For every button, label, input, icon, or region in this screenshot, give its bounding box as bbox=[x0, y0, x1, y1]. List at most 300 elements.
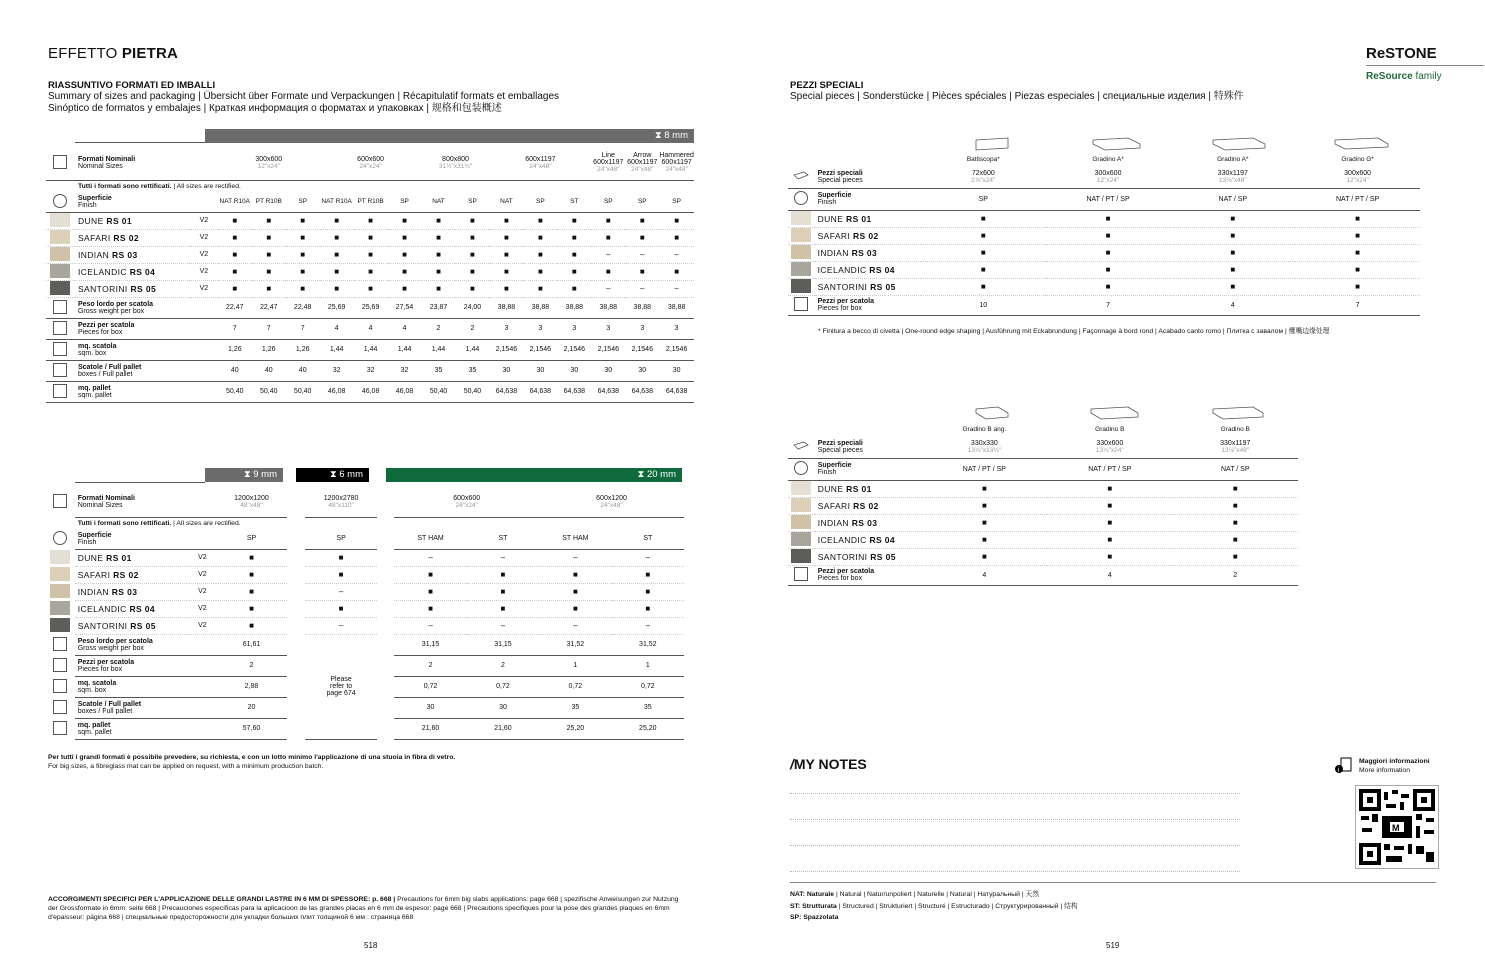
packaging-value: 30 bbox=[523, 360, 557, 381]
surface-label: Superficie bbox=[817, 462, 852, 469]
divider bbox=[75, 142, 205, 143]
sqm-pallet-icon bbox=[53, 721, 67, 735]
piece-name: Gradino B bbox=[1220, 426, 1250, 433]
product-code: RS 04 bbox=[129, 603, 156, 614]
packaging-value: 3 bbox=[489, 318, 523, 339]
availability-mark: ■ bbox=[252, 280, 286, 297]
packaging-value: 1,44 bbox=[455, 339, 489, 360]
surface-label: Superficie bbox=[77, 194, 112, 202]
swatch-cell bbox=[46, 280, 75, 297]
swatch-cell bbox=[46, 583, 75, 600]
packaging-value: 50,40 bbox=[252, 381, 286, 402]
product-name-cell bbox=[815, 278, 921, 295]
piece-size: 330x1197 bbox=[1217, 169, 1248, 177]
variation-label: V2 bbox=[190, 229, 218, 246]
availability-mark: ■ bbox=[1173, 548, 1298, 565]
product-name-cell bbox=[75, 280, 190, 297]
product-code: RS 02 bbox=[113, 232, 139, 243]
product-name bbox=[78, 250, 138, 260]
packaging-value: 46,08 bbox=[320, 381, 354, 402]
packaging-value: 40 bbox=[218, 360, 252, 381]
pieces-row bbox=[788, 565, 1298, 585]
finish-cell: SP bbox=[286, 192, 320, 212]
gradino-b-long-drawing bbox=[1213, 407, 1263, 419]
finish-icon-cell bbox=[46, 192, 75, 212]
availability-mark: ■ bbox=[625, 212, 659, 229]
product-name-cell bbox=[75, 263, 190, 280]
packaging-label-bold: Pezzi per scatola bbox=[77, 321, 135, 329]
packaging-value: 3 bbox=[523, 318, 557, 339]
color-swatch bbox=[50, 567, 70, 581]
availability-mark: ■ bbox=[467, 583, 539, 600]
packaging-label bbox=[75, 381, 218, 402]
packaging-label-sub: Pieces for box bbox=[77, 328, 123, 336]
product-name bbox=[78, 570, 139, 580]
packaging-label-bold: Scatole / Full pallet bbox=[77, 363, 142, 371]
availability-mark: ■ bbox=[489, 212, 523, 229]
my-notes-label: MY NOTES bbox=[793, 756, 867, 772]
product-name bbox=[78, 621, 156, 631]
color-swatch bbox=[791, 279, 811, 293]
product-name bbox=[78, 604, 155, 614]
piece-size-cell bbox=[922, 436, 1047, 458]
surface-label: Superficie bbox=[77, 531, 112, 539]
availability-mark: ■ bbox=[1170, 278, 1295, 295]
availability-mark: ■ bbox=[922, 480, 1047, 497]
product-row bbox=[46, 246, 694, 263]
packaging-value: 50,40 bbox=[422, 381, 456, 402]
size-cell bbox=[625, 146, 659, 180]
piece-size: 330x330 bbox=[970, 439, 998, 447]
piece-size: 330x600 bbox=[1096, 439, 1124, 447]
pieces-value: 4 bbox=[922, 565, 1047, 585]
thickness-bar-6mm: ⧗ 6 mm bbox=[296, 468, 369, 482]
page-number-right: 519 bbox=[1106, 941, 1120, 950]
availability-mark: ■ bbox=[320, 246, 354, 263]
finish-cell: SP bbox=[659, 192, 694, 212]
divider bbox=[75, 482, 205, 483]
packaging-label bbox=[75, 360, 218, 381]
product-name bbox=[78, 553, 132, 563]
piece-name-row bbox=[788, 153, 1420, 166]
availability-mark: – bbox=[305, 583, 377, 600]
variation-label: V2 bbox=[189, 600, 216, 617]
availability-mark: ■ bbox=[922, 497, 1047, 514]
packaging-value: 64,638 bbox=[625, 381, 659, 402]
size-cell bbox=[218, 146, 320, 180]
availability-mark: ■ bbox=[388, 212, 422, 229]
availability-mark: ■ bbox=[286, 212, 320, 229]
availability-mark: ■ bbox=[1047, 531, 1172, 548]
finish-label-cell bbox=[815, 458, 922, 480]
size-inch: 48"x48" bbox=[240, 501, 263, 509]
packaging-value: 64,638 bbox=[523, 381, 557, 402]
packaging-value: 2,1546 bbox=[659, 339, 694, 360]
product-name-light: DUNE bbox=[77, 215, 107, 226]
availability-mark: – bbox=[394, 617, 467, 634]
product-row bbox=[788, 261, 1420, 278]
availability-mark: ■ bbox=[216, 600, 287, 617]
size-cell bbox=[659, 146, 694, 180]
product-name-light: INDIAN bbox=[77, 249, 112, 260]
availability-mark: ■ bbox=[455, 229, 489, 246]
availability-mark: ■ bbox=[354, 212, 388, 229]
pieces-icon-cell bbox=[788, 565, 815, 585]
note-rest: For big sizes, a fibreglass mat can be applied on request, with a minimum production batch. bbox=[48, 763, 324, 770]
piece-size: 300x600 bbox=[1344, 169, 1372, 177]
availability-mark: ■ bbox=[922, 514, 1047, 531]
product-name-cell bbox=[75, 212, 190, 229]
my-notes-title bbox=[790, 756, 867, 772]
product-name bbox=[78, 587, 138, 597]
product-name-light: ICELANDIC bbox=[817, 534, 870, 545]
variation-label: V2 bbox=[190, 212, 218, 229]
title-light: EFFETTO bbox=[48, 45, 122, 62]
product-code: RS 01 bbox=[846, 483, 872, 494]
piece-inch: 13⅛"x24" bbox=[1095, 446, 1124, 454]
nominal-icon-cell bbox=[46, 146, 75, 180]
more-info-it: Maggiori informazioni bbox=[1359, 758, 1430, 765]
availability-mark: ■ bbox=[1047, 514, 1172, 531]
color-swatch bbox=[791, 515, 811, 529]
rectified-rest: | All sizes are rectified. bbox=[171, 182, 241, 190]
availability-mark: ■ bbox=[422, 246, 456, 263]
special-sub: Special pieces bbox=[817, 446, 863, 454]
color-swatch bbox=[791, 532, 811, 546]
spacer bbox=[287, 718, 305, 739]
color-swatch bbox=[50, 584, 70, 598]
note-line[interactable] bbox=[790, 792, 1240, 794]
square-format-icon bbox=[53, 494, 67, 508]
availability-mark: ■ bbox=[1047, 480, 1172, 497]
availability-mark: ■ bbox=[216, 583, 287, 600]
availability-mark: ■ bbox=[422, 229, 456, 246]
piece-inch: 13⅛"x13⅛" bbox=[967, 446, 1001, 454]
availability-mark: ■ bbox=[659, 263, 694, 280]
piece-size: 330x1197 bbox=[1220, 439, 1251, 447]
piece-inch: 13⅛"x48" bbox=[1218, 176, 1247, 184]
packaging-value: 2,1546 bbox=[557, 339, 591, 360]
sqm-box-icon bbox=[53, 679, 67, 693]
info-book-icon bbox=[1334, 757, 1354, 775]
packaging-label-sub: Pieces for box bbox=[77, 665, 123, 673]
product-code: RS 02 bbox=[853, 500, 879, 511]
brand-family bbox=[1366, 71, 1442, 82]
availability-mark: – bbox=[625, 280, 659, 297]
size-name: 600x600 bbox=[453, 494, 481, 502]
size-cell bbox=[422, 146, 490, 180]
swatch-cell bbox=[788, 227, 815, 244]
rectified-row bbox=[46, 180, 694, 192]
packaging-value: 40 bbox=[286, 360, 320, 381]
product-name-cell bbox=[75, 583, 189, 600]
packaging-value: 0,72 bbox=[539, 676, 612, 697]
packaging-value: 31,15 bbox=[467, 634, 539, 655]
availability-mark: ■ bbox=[612, 566, 684, 583]
availability-mark: ■ bbox=[394, 566, 467, 583]
packaging-value: 2 bbox=[216, 655, 287, 676]
pack-icon-cell bbox=[46, 718, 75, 739]
availability-mark: ■ bbox=[388, 280, 422, 297]
note-line[interactable] bbox=[790, 870, 1240, 872]
size-cell bbox=[539, 487, 684, 517]
pieces-box-icon bbox=[53, 658, 67, 672]
availability-mark: ■ bbox=[489, 246, 523, 263]
finish-cell: SP bbox=[591, 192, 625, 212]
packaging-value: 0,72 bbox=[467, 676, 539, 697]
product-name bbox=[818, 282, 896, 292]
spacer bbox=[287, 634, 305, 655]
packaging-value: 57,60 bbox=[216, 718, 287, 739]
packaging-value: 25,20 bbox=[612, 718, 684, 739]
packaging-value: 7 bbox=[218, 318, 252, 339]
packaging-value: 7 bbox=[252, 318, 286, 339]
product-name-cell bbox=[815, 480, 922, 497]
size-cell bbox=[320, 146, 422, 180]
product-name-light: SANTORINI bbox=[77, 283, 131, 294]
product-name bbox=[818, 518, 878, 528]
spacer bbox=[287, 697, 305, 718]
finish-row bbox=[788, 458, 1298, 480]
packaging-label-bold: mq. scatola bbox=[77, 679, 117, 687]
finish-cell: NAT / PT / SP bbox=[922, 458, 1047, 480]
pieces-row bbox=[788, 295, 1420, 315]
availability-mark: ■ bbox=[1046, 227, 1171, 244]
pack-icon-cell bbox=[46, 339, 75, 360]
availability-mark: ■ bbox=[286, 229, 320, 246]
packaging-value: 2,1546 bbox=[625, 339, 659, 360]
finish-cell: NAT / SP bbox=[1170, 188, 1295, 210]
svg-text:M: M bbox=[1392, 823, 1400, 833]
packaging-value: 25,20 bbox=[539, 718, 612, 739]
packaging-value: 35 bbox=[422, 360, 456, 381]
product-row bbox=[46, 549, 684, 566]
special-heading: PEZZI SPECIALI bbox=[790, 80, 864, 91]
product-row bbox=[788, 480, 1298, 497]
piece-size-cell bbox=[1047, 436, 1172, 458]
availability-mark: ■ bbox=[557, 263, 591, 280]
pieces-label-cell bbox=[815, 295, 921, 315]
gradino-a-drawing bbox=[1093, 138, 1140, 150]
product-name-light: ICELANDIC bbox=[817, 264, 870, 275]
availability-mark: – bbox=[659, 246, 694, 263]
special-label-cell bbox=[815, 436, 922, 458]
size-name: 1200x2780 bbox=[323, 494, 359, 502]
pallet-icon bbox=[53, 700, 67, 714]
product-name bbox=[78, 267, 155, 277]
availability-mark: ■ bbox=[388, 246, 422, 263]
product-code: RS 04 bbox=[129, 266, 156, 277]
color-swatch bbox=[791, 549, 811, 563]
packaging-value: 38,88 bbox=[659, 297, 694, 318]
packaging-label-bold: mq. pallet bbox=[77, 384, 111, 392]
packaging-value: 30 bbox=[467, 697, 539, 718]
availability-mark: ■ bbox=[394, 583, 467, 600]
product-name-cell bbox=[75, 566, 189, 583]
availability-mark: ■ bbox=[467, 566, 539, 583]
swatch-cell bbox=[788, 514, 815, 531]
gradino-b-ang-drawing bbox=[976, 407, 1008, 419]
packaging-value: 2 bbox=[422, 318, 456, 339]
packaging-value: 4 bbox=[320, 318, 354, 339]
note-bold: Per tutti i grandi formati è possibile prevedere, su richiesta, e con un lotto minimo l'applicazione di una stuoia in fibra di vetro. bbox=[48, 754, 456, 761]
availability-mark: ■ bbox=[252, 246, 286, 263]
size-name: Hammered 600x1197 bbox=[659, 152, 694, 167]
size-inch: 24"x48" bbox=[631, 166, 654, 174]
packaging-value: 35 bbox=[539, 697, 612, 718]
finish-cell: SP bbox=[216, 529, 287, 549]
square-format-icon bbox=[53, 155, 67, 169]
pieces-label: Pezzi per scatola bbox=[817, 568, 875, 575]
product-name bbox=[78, 216, 132, 226]
color-swatch bbox=[791, 481, 811, 495]
spacer bbox=[287, 549, 305, 566]
color-swatch bbox=[791, 245, 811, 259]
packaging-label bbox=[75, 318, 218, 339]
piece-size: 300x600 bbox=[1094, 169, 1122, 177]
product-name-cell bbox=[75, 600, 189, 617]
availability-mark: ■ bbox=[286, 263, 320, 280]
product-name bbox=[818, 231, 879, 241]
availability-mark: ■ bbox=[218, 229, 252, 246]
product-name-light: SANTORINI bbox=[77, 620, 131, 631]
availability-mark: – bbox=[612, 549, 684, 566]
box-icon bbox=[794, 297, 808, 311]
availability-mark: ■ bbox=[1173, 514, 1298, 531]
availability-mark: ■ bbox=[1170, 244, 1295, 261]
swatch-cell bbox=[788, 261, 815, 278]
packaging-value: 64,638 bbox=[557, 381, 591, 402]
packaging-value: 25,69 bbox=[320, 297, 354, 318]
availability-mark: ■ bbox=[1046, 261, 1171, 278]
thickness-bar-20mm: ⧗ 20 mm bbox=[386, 468, 682, 482]
product-row bbox=[788, 548, 1298, 565]
availability-mark: ■ bbox=[467, 600, 539, 617]
size-inch: 24"x48" bbox=[529, 162, 552, 170]
packaging-value: 4 bbox=[388, 318, 422, 339]
availability-mark: ■ bbox=[455, 280, 489, 297]
availability-mark: ■ bbox=[216, 617, 287, 634]
finish-cell: SP bbox=[523, 192, 557, 212]
product-name-cell bbox=[815, 497, 922, 514]
availability-mark: ■ bbox=[455, 263, 489, 280]
special-label: Pezzi speciali bbox=[817, 439, 863, 447]
product-name-cell bbox=[815, 531, 922, 548]
product-name-light: ICELANDIC bbox=[77, 266, 130, 277]
packaging-label bbox=[75, 676, 216, 697]
qr-code[interactable] bbox=[1355, 785, 1439, 869]
product-name-light: INDIAN bbox=[817, 247, 852, 258]
pieces-sub: Pieces for box bbox=[817, 575, 863, 582]
variation-label: V2 bbox=[190, 280, 218, 297]
availability-mark: ■ bbox=[625, 229, 659, 246]
packaging-label-bold: Scatole / Full pallet bbox=[77, 700, 142, 708]
packaging-label bbox=[75, 718, 216, 739]
availability-mark: ■ bbox=[591, 229, 625, 246]
product-name-cell bbox=[815, 514, 922, 531]
legend-nat bbox=[790, 889, 1078, 901]
formats-table-large bbox=[46, 487, 684, 740]
product-name bbox=[818, 484, 872, 494]
special-piece-drawings bbox=[968, 136, 1408, 154]
packaging-value: 3 bbox=[625, 318, 659, 339]
product-name-light: SANTORINI bbox=[817, 281, 871, 292]
rectified-bold: Tutti i formati sono rettificati. bbox=[77, 519, 172, 527]
piece-inch: 2⅞"x24" bbox=[971, 176, 996, 184]
special-icon-cell bbox=[788, 436, 815, 458]
packaging-value: 2 bbox=[467, 655, 539, 676]
packaging-value: 20 bbox=[216, 697, 287, 718]
fibreglass-note bbox=[48, 753, 688, 771]
availability-mark: ■ bbox=[1046, 210, 1171, 227]
legend-key: NAT: Naturale bbox=[790, 891, 835, 898]
special-icon-cell bbox=[788, 166, 815, 188]
product-code: RS 03 bbox=[851, 517, 878, 528]
availability-mark: ■ bbox=[1295, 261, 1420, 278]
size-cell bbox=[394, 487, 539, 517]
availability-mark: ■ bbox=[216, 566, 287, 583]
availability-mark: ■ bbox=[523, 280, 557, 297]
surface-sub: Finish bbox=[817, 199, 837, 206]
size-cell bbox=[489, 146, 591, 180]
footer-rest: Precautions for 6mm big slabs applications: page 668 | spezifische Anweisungen zur Nutzung der Grossformate in 6mm: seite 668 | Precauciones específicas para la aplicacioon de las grandes placas en 6 mm de espesor: page 668 | Precautions specifiques pour la pose des grandes plaques en 6mm d'epaisseur: página 668 | специальные предосторожности для укладки больших плит толщиной 6 мм : страница 668 bbox=[48, 896, 679, 921]
product-code: RS 04 bbox=[869, 264, 895, 275]
availability-mark: ■ bbox=[659, 212, 694, 229]
packaging-label-sub: boxes / Full pallet bbox=[77, 370, 133, 378]
nominal-sizes-row bbox=[46, 487, 684, 517]
packaging-label-bold: Peso lordo per scatola bbox=[77, 300, 154, 308]
formats-table-8mm bbox=[46, 146, 694, 403]
product-name bbox=[818, 501, 879, 511]
size-inch: 48"x110" bbox=[328, 501, 354, 509]
more-info[interactable] bbox=[1359, 757, 1430, 775]
product-name bbox=[78, 284, 156, 294]
product-code: RS 02 bbox=[852, 230, 879, 241]
note-line[interactable] bbox=[790, 818, 1240, 820]
pack-icon-cell bbox=[46, 634, 75, 655]
availability-mark: ■ bbox=[557, 212, 591, 229]
nominal-label: Formati Nominali bbox=[77, 494, 135, 502]
surface-sub: Finish bbox=[77, 538, 97, 546]
size-inch: 24"x48" bbox=[665, 166, 688, 174]
pallet-icon bbox=[53, 363, 67, 377]
availability-mark: ■ bbox=[523, 263, 557, 280]
legend-st bbox=[790, 901, 1078, 913]
packaging-row bbox=[46, 381, 694, 402]
note-line[interactable] bbox=[790, 844, 1240, 846]
swatch-cell bbox=[46, 212, 75, 229]
packaging-value: 64,638 bbox=[591, 381, 625, 402]
product-name-cell bbox=[815, 261, 921, 278]
packaging-value: 23,87 bbox=[422, 297, 456, 318]
gradino-b-drawing bbox=[1091, 407, 1138, 419]
packaging-label-sub: Gross weight per box bbox=[77, 307, 145, 315]
legend-key: SP: Spazzolata bbox=[790, 914, 839, 921]
packaging-value: 2,88 bbox=[216, 676, 287, 697]
availability-mark: ■ bbox=[422, 280, 456, 297]
swatch-cell bbox=[46, 600, 75, 617]
product-name bbox=[818, 214, 872, 224]
finish-row bbox=[788, 188, 1420, 210]
availability-mark: ■ bbox=[921, 278, 1046, 295]
availability-mark: ■ bbox=[523, 229, 557, 246]
packaging-label-sub: sqm. box bbox=[77, 686, 107, 694]
spacer bbox=[287, 617, 305, 634]
availability-mark: ■ bbox=[1295, 244, 1420, 261]
brand-family-bold: ReSource bbox=[1366, 71, 1413, 82]
availability-mark: ■ bbox=[539, 600, 612, 617]
finish-cell: SP bbox=[625, 192, 659, 212]
